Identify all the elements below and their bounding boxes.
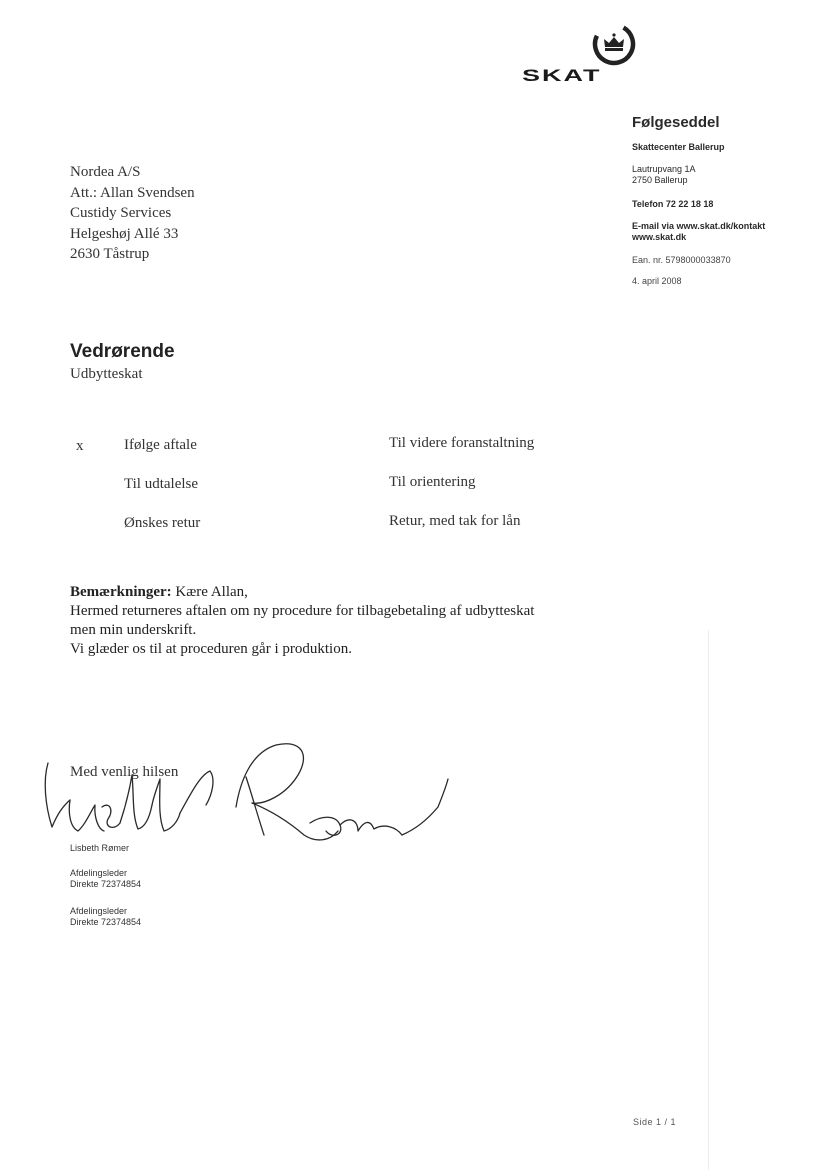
sender-ean: Ean. nr. 5798000033870 — [632, 255, 731, 265]
document-title: Følgeseddel — [632, 114, 720, 131]
remarks-line: men min underskrift. — [70, 622, 197, 638]
sender-phone: Telefon 72 22 18 18 — [632, 199, 714, 209]
role-title: Afdelingsleder — [70, 906, 128, 916]
checklist-item: Ifølge aftale — [124, 437, 197, 453]
checklist-item: Retur, med tak for lån — [389, 513, 521, 529]
remarks-label: Bemærkninger: — [70, 584, 172, 600]
recipient-line: Nordea A/S — [70, 164, 141, 180]
signer-role — [70, 868, 141, 890]
checklist-item: Til videre foranstaltning — [389, 435, 535, 451]
remarks-greeting: Kære Allan, — [175, 584, 248, 600]
sender-address-line: Lautrupvang 1A — [632, 164, 696, 174]
signer-name: Lisbeth Rømer — [70, 843, 130, 853]
recipient-address — [70, 162, 195, 265]
role-phone: Direkte 72374854 — [70, 879, 142, 889]
subject-heading: Vedrørende — [70, 341, 175, 362]
sender-address-line: 2750 Ballerup — [632, 175, 688, 185]
role-title: Afdelingsleder — [70, 868, 128, 878]
subject-text: Udbytteskat — [70, 366, 143, 382]
sender-block — [632, 114, 812, 286]
checklist-mark: x — [76, 438, 84, 454]
sender-email: E-mail via www.skat.dk/kontakt — [632, 221, 766, 231]
signer-role — [70, 906, 141, 928]
sender-office: Skattecenter Ballerup — [632, 142, 725, 152]
document-date: 4. april 2008 — [632, 276, 682, 286]
remarks-line: Hermed returneres aftalen om ny procedure for tilbagebetaling af udbytteskat — [70, 603, 535, 619]
skat-logo — [520, 18, 640, 98]
recipient-line: Custidy Services — [70, 205, 172, 221]
role-phone: Direkte 72374854 — [70, 917, 142, 927]
recipient-line: 2630 Tåstrup — [70, 246, 150, 262]
sender-address — [632, 164, 812, 186]
checklist-item: Ønskes retur — [124, 515, 201, 531]
recipient-line: Helgeshøj Allé 33 — [70, 225, 179, 242]
crown-icon — [520, 18, 640, 98]
remarks-block — [70, 583, 630, 659]
recipient-line: Att.: Allan Svendsen — [70, 184, 195, 201]
checklist-item: Til orientering — [389, 474, 476, 490]
checklist-item: Til udtalelse — [124, 476, 199, 492]
page-number: Side 1 / 1 — [633, 1117, 677, 1127]
sender-website: www.skat.dk — [632, 232, 687, 242]
closing-greeting: Med venlig hilsen — [70, 764, 179, 780]
scan-edge — [708, 630, 709, 1170]
remarks-line: Vi glæder os til at proceduren går i produktion. — [70, 641, 352, 657]
logo-text: SKAT — [522, 66, 602, 85]
